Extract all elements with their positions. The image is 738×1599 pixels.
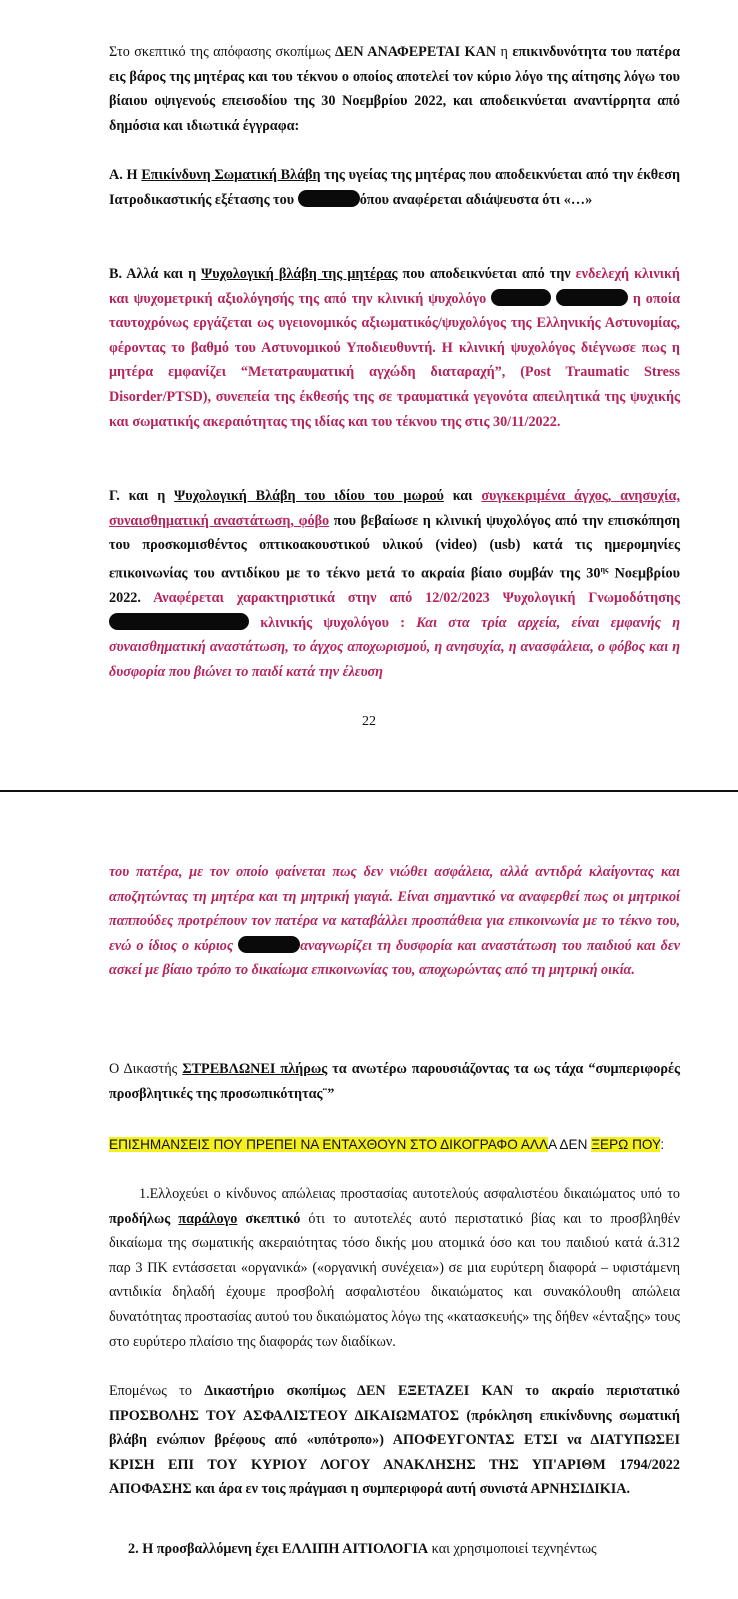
paragraph-continuation: του πατέρα, με τον οποίο φαίνεται πως δεν νιώθει ασφάλεια, αλλά αντιδρά κλαίγοντας και αποζητώντας τη μητέρα και τη μητρική γιαγιά. Είναι σημαντικό να αναφερθεί πως οι μητρικοί παππούδες προτρέπουν τον πατέρα να καταβάλλει προσπάθεια για επικοινωνία με το τέκνο του, ενώ ο ίδιος ο κύριος αναγνωρίζει τη δυσφορία και αναστάτωση του παιδιού και δεν ασκεί με βίαιο τρόπο το δικαίωμα επικοινωνίας του, αποχωρώντας από τη μητρική οικία.	[109, 864, 680, 979]
page-number: 22	[362, 714, 376, 729]
document-page-22	[0, 0, 738, 790]
redaction-block	[556, 289, 628, 306]
paragraph-point-2: 2. Η προσβαλλόμενη έχει ΕΛΛΙΠΗ ΑΙΤΙΟΛΟΓΙΑ και χρησιμοποιεί τεχνηέντως	[128, 1541, 597, 1557]
paragraph-b: Β. Αλλά και η Ψυχολογική βλάβη της μητέρας που αποδεικνύεται από την ενδελεχή κλινική και ψυχομετρική αξιολόγησής της από την κλινική ψυχολόγο η οποία ταυτοχρόνως εργάζεται ως υγειονομικός αξιωματικός/ψυχολόγος της Ελληνικής Αστυνομίας, φέροντας το βαθμό του Αστυνομικού Υποδιευθυντή. Η κλινική ψυχολόγος διέγνωσε πως η μητέρα εμφανίζει “Μετατραυματική αγχώδη διαταραχή”, (Post Traumatic Stress Disorder/PTSD), συνεπεία της έκθεσής της σε τραυματικά γεγονότα απειλητικά της ψυχικής και σωματικής ακεραιότητας της ιδίας και του τέκνου της στις 30/11/2022.	[109, 266, 681, 430]
document-page-23	[0, 794, 738, 1599]
paragraph-judge: Ο Δικαστής ΣΤΡΕΒΛΩΝΕΙ πλήρως τα ανωτέρω παρουσιάζοντας τα ως τάχα “συμπεριφορές προσβλητικές της προσωπικότητας¨”	[109, 1061, 681, 1102]
paragraph-therefore: Επομένως το Δικαστήριο σκοπίμως ΔΕΝ ΕΞΕΤΑΖΕΙ ΚΑΝ το ακραίο περιστατικό ΠΡΟΣΒΟΛΗΣ ΤΟΥ ΑΣΦΑΛΙΣΤΕΟΥ ΔΙΚΑΙΩΜΑΤΟΣ (πρόκληση επικίνδυνης σωματική βλάβη ενώπιον βρέφους από «υπότροπο») ΑΠΟΦΕΥΓΟΝΤΑΣ ΕΤΣΙ να ΔΙΑΤΥΠΩΣΕΙ ΚΡΙΣΗ ΕΠΙ ΤΟΥ ΚΥΡΙΟΥ ΛΟΓΟΥ ΑΝΑΚΛΗΣΗΣ ΤΗΣ ΥΠ'ΑΡΙΘΜ 1794/2022 ΑΠΟΦΑΣΗΣ και άρα εν τοις πράγμασι η συμπεριφορά αυτή συνιστά ΑΡΝΗΣΙΔΙΚΙΑ.	[109, 1383, 680, 1498]
redaction-block	[238, 936, 300, 953]
paragraph-c: Γ. και η Ψυχολογική Βλάβη του ιδίου του μωρού και συγκεκριμένα άγχος, ανησυχία, συναισθηματική αναστάτωση, φόβο που βεβαίωσε η κλινική ψυχολόγος από την επισκόπηση του προσκομισθέντος οπτικοακουστικού υλικού (video) (usb) κατά τις ημερομηνίες επικοινωνίας του αντιδίκου με το τέκνο μετά το ακραία βίαιο συμβάν της $30^{\eta\varsigma}$ Νοεμβρίου 2022. Αναφέρεται χαρακτηριστικά στην από 12/02/2023 Ψυχολογική Γνωμοδότησης κλινικής ψυχολόγου : Και στα τρία αρχεία, είναι εμφανής η συναισθηματική αναστάτωση, το άγχος αποχωρισμού, η ανησυχία, η ανασφάλεια, ο φόβος και η δυσφορία που βιώνει το παιδί κατά την έλευση	[109, 488, 680, 680]
paragraph-point-1: 1.Ελλοχεύει ο κίνδυνος απώλειας προστασίας αυτοτελούς ασφαλιστέου δικαιώματος υπό το προδήλως παράλογο σκεπτικό ότι το αυτοτελές αυτό περιστατικό βίας και το προσβληθέν δικαίωμα της σωματικής ακεραιότητας τόσο δικής μου ατομικά όσο και του παιδιού κατά ά.312 παρ 3 ΠΚ εντάσσεται «οργανικά» («οργανική συνέχεια») σε μια ευρύτερη διαφορά – υφιστάμενη αντιδικία δηλαδή έχουμε προσβολή ασφαλιστέου δικαιώματος και συνακόλουθη απώλεια δυνατότητας προστασίας αυτού του δικαιώματος λόγω της «κατασκευής» της δήθεν «ένταξης» τους στο ευρύτερο πλαίσιο της διαφοράς των διαδίκων.	[109, 1186, 680, 1350]
redaction-block	[109, 613, 249, 630]
page-divider	[0, 790, 738, 792]
redaction-block	[298, 190, 360, 207]
redaction-block	[491, 289, 551, 306]
paragraph-note: ΕΠΙΣΗΜΑΝΣΕΙΣ ΠΟΥ ΠΡΕΠΕΙ ΝΑ ΕΝΤΑΧΘΟΥΝ ΣΤΟ ΔΙΚΟΓΡΑΦΟ ΑΛΛΑ ΔΕΝ ΞΕΡΩ ΠΟΥ:	[109, 1137, 665, 1152]
paragraph-intro: Στο σκεπτικό της απόφασης σκοπίμως ΔΕΝ ΑΝΑΦΕΡΕΤΑΙ ΚΑΝ η επικινδυνότητα του πατέρα εις βάρος της μητέρας και του τέκνου ο οποίος αποτελεί τον κύριο λόγο της αίτησης λόγω του βίαιου οψιγενούς επεισοδίου της 30 Νοεμβρίου 2022, και αποδεικνύεται αναντίρρητα από δημόσια και ιδιωτικά έγγραφα:	[109, 44, 680, 134]
paragraph-a: Α. Η Επικίνδυνη Σωματική Βλάβη της υγείας της μητέρας που αποδεικνύεται από την έκθεση Ιατροδικαστικής εξέτασης του όπου αναφέρεται αδιάψευστα ότι «…»	[109, 167, 681, 208]
